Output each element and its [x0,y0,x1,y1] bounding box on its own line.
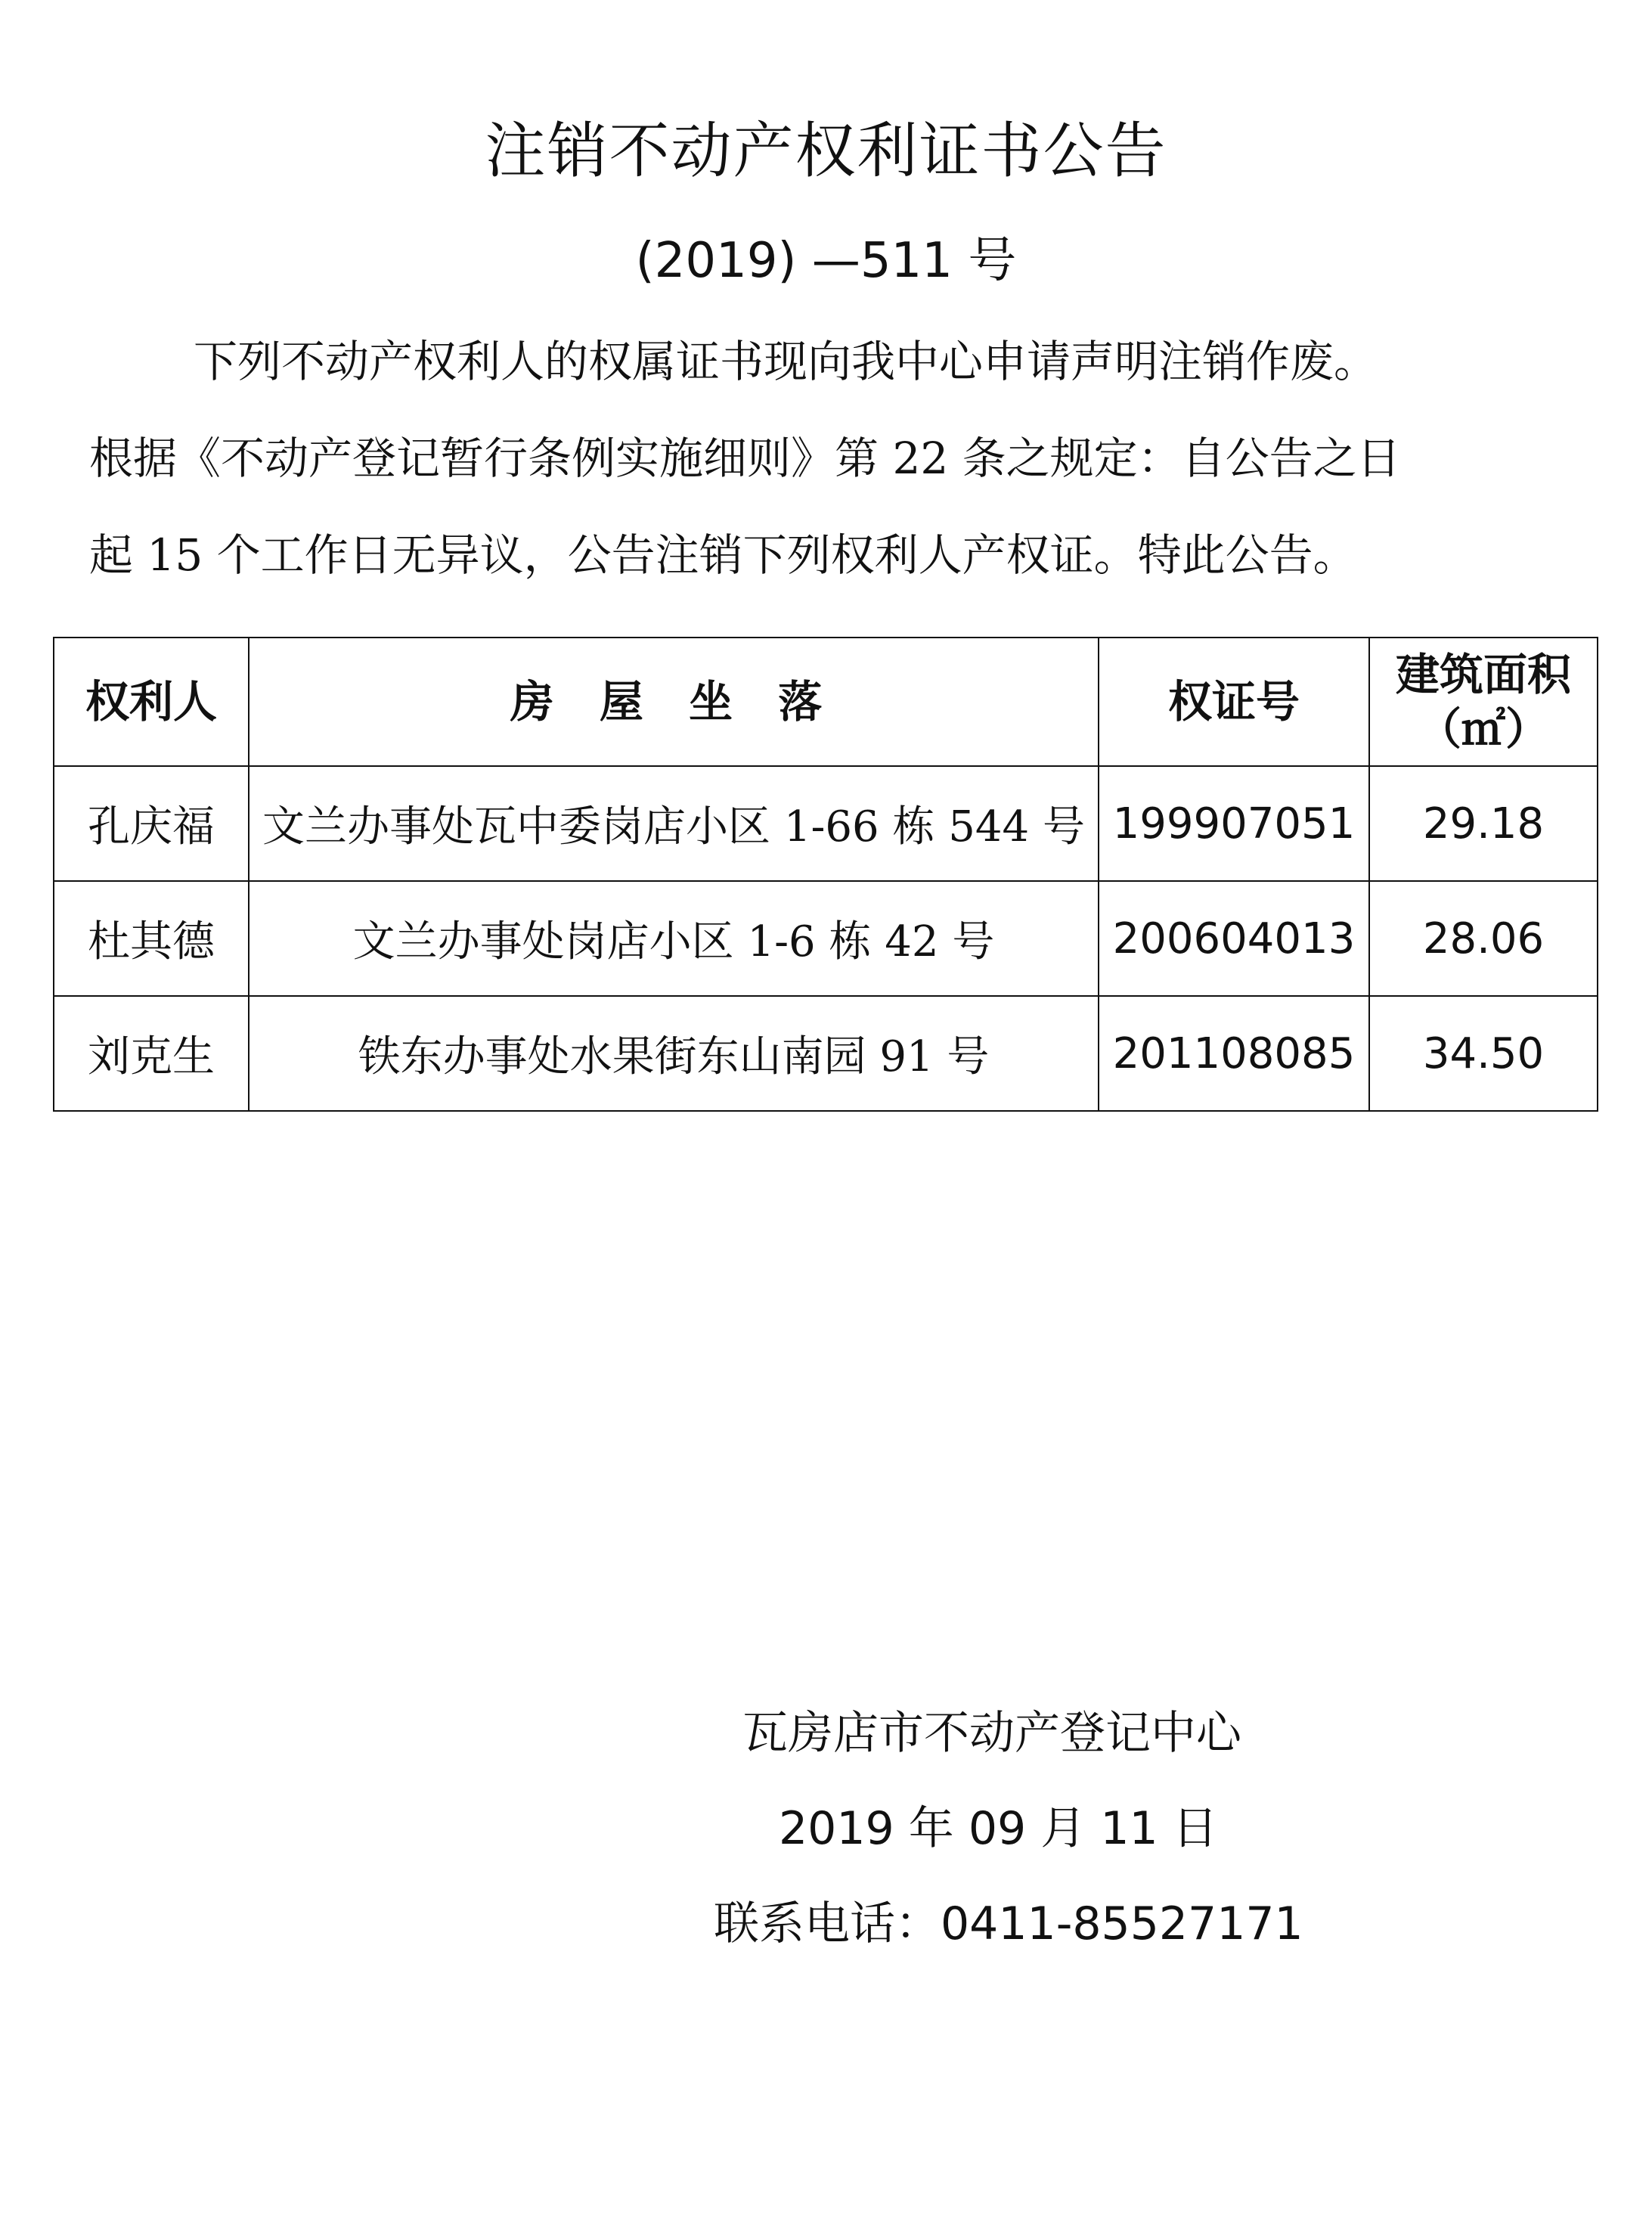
notice-paragraph-line-3: 起 15 个工作日无异议，公告注销下列权利人产权证。特此公告。 [89,529,1357,581]
cell-owner: 杜其德 [54,881,249,996]
issuing-organization: 瓦房店市不动产登记中心 [742,1707,1241,1760]
header-area-line-2: （㎡） [1417,703,1549,755]
notice-title: 注销不动产权利证书公告 [485,116,1167,186]
header-area-line-1: 建筑面积 [1395,649,1571,700]
header-location-label: 房 屋 坐 落 [510,676,838,728]
table-row [54,881,1598,996]
cell-location: 文兰办事处瓦中委岗店小区 1-66 栋 544 号 [249,766,1099,881]
cancellation-table [53,637,1598,1112]
cell-area: 29.18 [1369,766,1598,881]
cell-location: 文兰办事处岗店小区 1-6 栋 42 号 [249,881,1099,996]
cell-cert: 201108085 [1099,996,1369,1111]
cell-owner: 刘克生 [54,996,249,1111]
table-row [54,766,1598,881]
cell-area: 34.50 [1369,996,1598,1111]
cell-area: 28.06 [1369,881,1598,996]
cell-owner: 孔庆福 [54,766,249,881]
table-row [54,996,1598,1111]
notice-paragraph-line-1: 下列不动产权利人的权属证书现向我中心申请声明注销作废。 [194,336,1378,387]
contact-phone: 联系电话：0411-85527171 [714,1897,1303,1950]
cell-cert: 200604013 [1099,881,1369,996]
notice-number: (2019) —511 号 [635,233,1017,289]
header-location [249,638,1099,766]
header-cert: 权证号 [1099,638,1369,766]
cell-cert: 199907051 [1099,766,1369,881]
header-owner: 权利人 [54,638,249,766]
cell-location: 铁东办事处水果街东山南园 91 号 [249,996,1099,1111]
notice-paragraph-line-2: 根据《不动产登记暂行条例实施细则》第 22 条之规定：自公告之日 [89,433,1401,484]
header-area [1369,638,1598,766]
issue-date: 2019 年 09 月 11 日 [779,1802,1218,1855]
table-header-row [54,638,1598,766]
